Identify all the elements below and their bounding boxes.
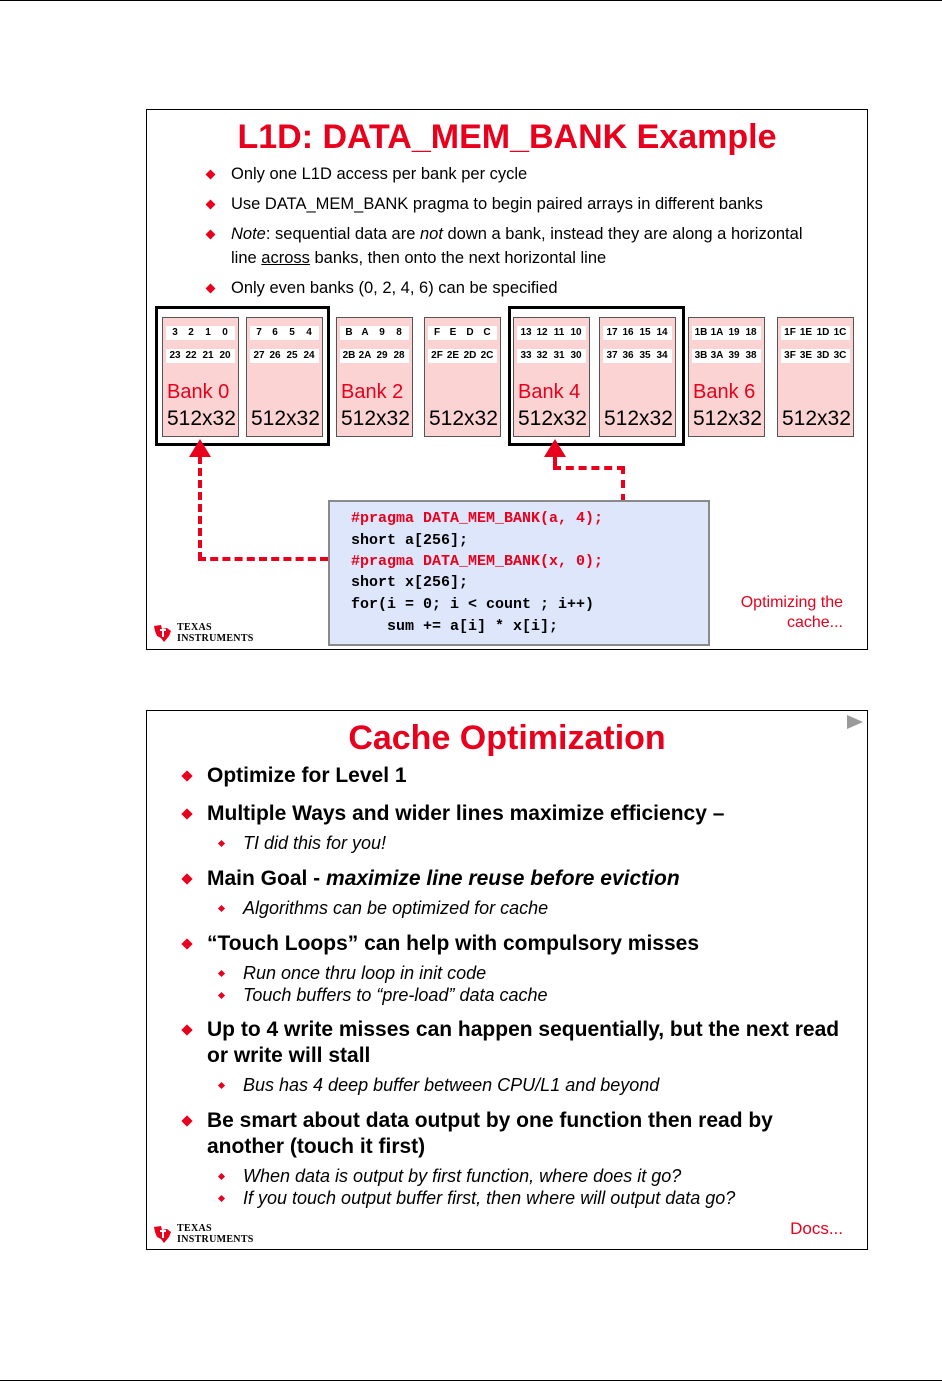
bank-cell: 31 xyxy=(553,350,565,361)
bank-cell: 2A xyxy=(358,350,372,361)
sub-bullet-icon xyxy=(218,1195,225,1202)
bank-cell: 1F xyxy=(784,327,796,338)
bank-cell: 2C xyxy=(480,350,494,361)
bank-cell: F xyxy=(433,327,441,338)
bank-cell: 3A xyxy=(710,350,724,361)
bank-cell: 1C xyxy=(833,327,847,338)
diamond-bullet-icon xyxy=(181,938,192,949)
slide2-bullet-list xyxy=(181,763,841,1209)
slide-cache-optimization xyxy=(146,710,868,1250)
memory-bank-block xyxy=(688,317,765,437)
page-top-rule xyxy=(0,0,942,1)
bank-cell: 36 xyxy=(622,350,634,361)
bank-cell: 17 xyxy=(606,327,618,338)
sub-bullet-icon xyxy=(218,992,225,999)
bank-cell: 3C xyxy=(833,350,847,361)
sub-bullet-item: When data is output by first function, where does it go? xyxy=(181,1165,841,1187)
bank-cell: 15 xyxy=(639,327,651,338)
bullet-item: Main Goal - maximize line reuse before eviction xyxy=(181,866,841,892)
code-line: sum += a[i] * x[i]; xyxy=(351,618,559,635)
bank-cell: 32 xyxy=(536,350,548,361)
ti-logo xyxy=(152,1223,254,1245)
bank-cell: 22 xyxy=(185,350,197,361)
pragma-code-block xyxy=(328,500,710,646)
bank-cell: 4 xyxy=(306,327,312,338)
memory-bank-block xyxy=(513,317,590,437)
bank-cell: 3F xyxy=(784,350,796,361)
bank-cell: 1A xyxy=(710,327,724,338)
slide-data-mem-bank xyxy=(146,109,868,650)
diamond-bullet-icon xyxy=(181,1024,192,1035)
page-bottom-rule xyxy=(0,1380,942,1381)
bank-cell: 8 xyxy=(396,327,402,338)
bank-cell: 3E xyxy=(799,350,813,361)
bank-size-label: 512x32 xyxy=(251,407,320,430)
bank-size-label: 512x32 xyxy=(604,407,673,430)
memory-bank-block xyxy=(246,317,323,437)
bank-cell: D xyxy=(466,327,474,338)
bank-cell: 35 xyxy=(639,350,651,361)
bank-cell: 1B xyxy=(694,327,708,338)
diamond-bullet-icon xyxy=(206,200,216,210)
bullet-item: Up to 4 write misses can happen sequentially, but the next read or write will stall xyxy=(181,1017,841,1069)
next-slide-note[interactable]: Docs... xyxy=(790,1219,843,1238)
arrow-line xyxy=(198,557,328,561)
logo-line2: INSTRUMENTS xyxy=(177,1234,254,1245)
bank-cell: 13 xyxy=(520,327,532,338)
bank-cell: 14 xyxy=(656,327,668,338)
ti-chip-icon xyxy=(152,1223,174,1245)
bank-cell: 34 xyxy=(656,350,668,361)
bank-cell: 12 xyxy=(536,327,548,338)
bank-cell: 6 xyxy=(272,327,278,338)
bank-cell: 3 xyxy=(172,327,178,338)
bank-label: Bank 6 xyxy=(693,381,756,403)
diamond-bullet-icon xyxy=(206,170,216,180)
bank-cell: 10 xyxy=(570,327,582,338)
sub-bullet-icon xyxy=(218,840,225,847)
logo-line1: TEXAS xyxy=(177,1223,212,1234)
sub-bullet-item: Bus has 4 deep buffer between CPU/L1 and beyond xyxy=(181,1074,841,1096)
bank-size-label: 512x32 xyxy=(167,407,236,430)
bank-cell: 29 xyxy=(376,350,388,361)
bank-cell: 30 xyxy=(570,350,582,361)
diamond-bullet-icon xyxy=(181,770,192,781)
memory-bank-block xyxy=(424,317,501,437)
bank-cell: 1E xyxy=(799,327,813,338)
bank-cell: 25 xyxy=(286,350,298,361)
bank-cell: B xyxy=(345,327,353,338)
slide1-bullet-list xyxy=(205,162,825,306)
arrow-to-bank-4-icon xyxy=(544,439,566,457)
ti-chip-icon xyxy=(152,622,174,644)
bank-cell: 37 xyxy=(606,350,618,361)
bank-cell: 2E xyxy=(446,350,460,361)
bullet-item: “Touch Loops” can help with compulsory misses xyxy=(181,931,841,957)
arrow-line xyxy=(553,466,625,470)
logo-line2: INSTRUMENTS xyxy=(177,633,254,644)
next-slide-note[interactable]: Optimizing the cache... xyxy=(740,594,843,631)
logo-line1: TEXAS xyxy=(177,622,212,633)
sub-bullet-icon xyxy=(218,1082,225,1089)
bank-size-label: 512x32 xyxy=(782,407,851,430)
arrow-line xyxy=(621,466,625,502)
bank-cell: 1 xyxy=(205,327,211,338)
diamond-bullet-icon xyxy=(181,1115,192,1126)
bank-cell: 26 xyxy=(269,350,281,361)
bank-cell: 27 xyxy=(253,350,265,361)
sub-bullet-item: Run once thru loop in init code xyxy=(181,962,841,984)
slide2-title: Cache Optimization xyxy=(348,719,666,757)
diamond-bullet-icon xyxy=(181,808,192,819)
bank-cell: 3B xyxy=(694,350,708,361)
bank-cell: 39 xyxy=(728,350,740,361)
code-line: short a[256]; xyxy=(351,532,469,549)
memory-bank-block xyxy=(777,317,854,437)
code-line: #pragma DATA_MEM_BANK(a, 4); xyxy=(351,510,604,527)
bank-cell: 0 xyxy=(222,327,228,338)
arrow-to-bank-0-icon xyxy=(189,439,211,457)
bank-cell: C xyxy=(483,327,491,338)
bank-cell: 16 xyxy=(622,327,634,338)
code-line: for(i = 0; i < count ; i++) xyxy=(351,596,595,613)
bullet-item: Only one L1D access per bank per cycle xyxy=(205,162,825,186)
code-line: #pragma DATA_MEM_BANK(x, 0); xyxy=(351,553,604,570)
bank-label: Bank 4 xyxy=(518,381,581,403)
bank-cell: 2 xyxy=(188,327,194,338)
sub-bullet-icon xyxy=(218,905,225,912)
bank-cell: 21 xyxy=(202,350,214,361)
diamond-bullet-icon xyxy=(181,873,192,884)
slide1-title: L1D: DATA_MEM_BANK Example xyxy=(237,118,777,156)
bank-cell: 7 xyxy=(256,327,262,338)
bank-label: Bank 2 xyxy=(341,381,404,403)
bank-cell: 33 xyxy=(520,350,532,361)
bank-size-label: 512x32 xyxy=(693,407,762,430)
sub-bullet-item: If you touch output buffer first, then where will output data go? xyxy=(181,1187,841,1209)
bank-size-label: 512x32 xyxy=(518,407,587,430)
sub-bullet-icon xyxy=(218,1173,225,1180)
diamond-bullet-icon xyxy=(206,230,216,240)
bank-cell: A xyxy=(361,327,369,338)
bank-cell: 11 xyxy=(553,327,565,338)
bank-cell: 2F xyxy=(431,350,443,361)
bank-cell: 28 xyxy=(393,350,405,361)
code-line: short x[256]; xyxy=(351,574,469,591)
bank-cell: 5 xyxy=(289,327,295,338)
sub-bullet-item: Touch buffers to “pre-load” data cache xyxy=(181,984,841,1006)
bank-cell: 2D xyxy=(463,350,477,361)
bank-size-label: 512x32 xyxy=(429,407,498,430)
sub-bullet-item: Algorithms can be optimized for cache xyxy=(181,897,841,919)
sub-bullet-item: TI did this for you! xyxy=(181,832,841,854)
bullet-item: Only even banks (0, 2, 4, 6) can be specified xyxy=(205,276,825,300)
bullet-item: Optimize for Level 1 xyxy=(181,763,841,789)
bullet-item: Use DATA_MEM_BANK pragma to begin paired arrays in different banks xyxy=(205,192,825,216)
bank-cell: 9 xyxy=(379,327,385,338)
bank-cell: 3D xyxy=(816,350,830,361)
bank-cell: 20 xyxy=(219,350,231,361)
memory-bank-block xyxy=(162,317,239,437)
bank-cell: 18 xyxy=(745,327,757,338)
sub-bullet-icon xyxy=(218,970,225,977)
bullet-item: Multiple Ways and wider lines maximize efficiency – xyxy=(181,801,841,827)
bank-cell: 38 xyxy=(745,350,757,361)
diamond-bullet-icon xyxy=(206,284,216,294)
bank-cell: 1D xyxy=(816,327,830,338)
bank-cell: 2B xyxy=(342,350,356,361)
bank-cell: 24 xyxy=(303,350,315,361)
bank-size-label: 512x32 xyxy=(341,407,410,430)
bank-label: Bank 0 xyxy=(167,381,230,403)
bullet-item: Be smart about data output by one function then read by another (touch it first) xyxy=(181,1108,841,1160)
bullet-item: Note: sequential data are not down a bank, instead they are along a horizontal line across banks, then onto the next horizontal line xyxy=(205,222,825,270)
bank-cell: 23 xyxy=(169,350,181,361)
arrow-line xyxy=(198,456,202,560)
bank-cell: E xyxy=(449,327,457,338)
bank-cell: 19 xyxy=(728,327,740,338)
memory-bank-block xyxy=(336,317,413,437)
memory-bank-block xyxy=(599,317,676,437)
ti-logo xyxy=(152,622,254,644)
